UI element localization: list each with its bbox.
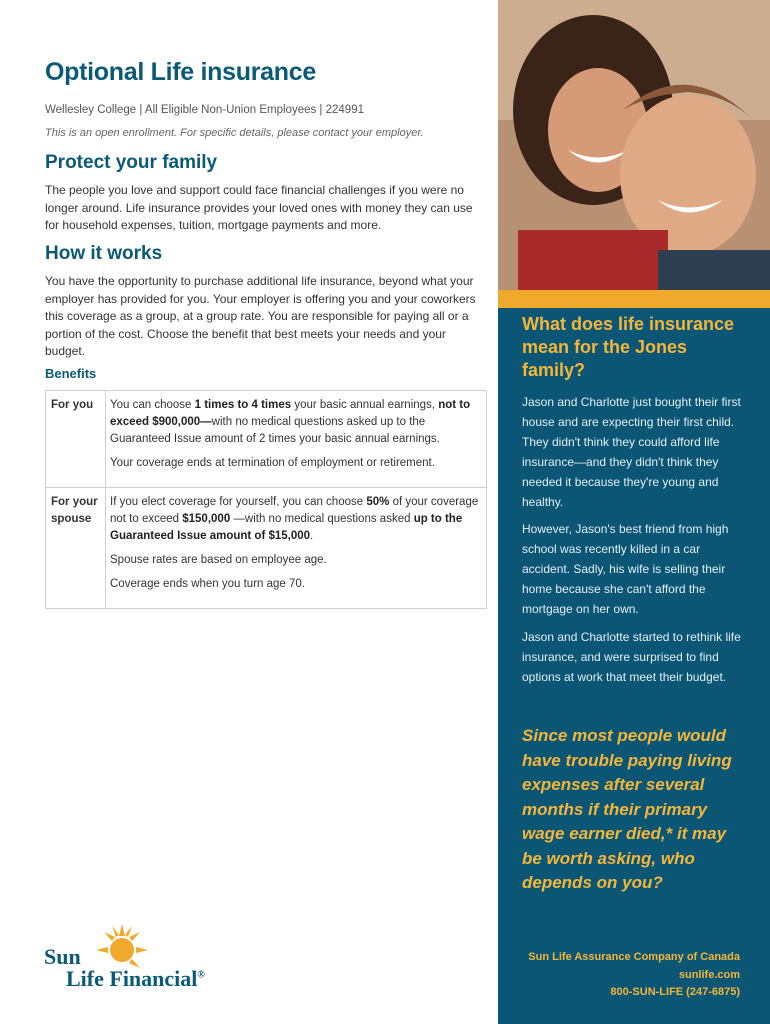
page-title: Optional Life insurance bbox=[45, 58, 316, 86]
benefit-details-spouse bbox=[106, 488, 486, 608]
website-link[interactable]: sunlife.com bbox=[678, 969, 740, 981]
benefit-spouse-rates: Spouse rates are based on employee age. bbox=[110, 554, 327, 566]
sidebar-heading: What does life insurance mean for the Jones family? bbox=[522, 314, 735, 380]
phone-number: 800-SUN-LIFE (247-6875) bbox=[610, 986, 740, 998]
benefit-spouse-coverage: If you elect coverage for yourself, you can choose 50% of your coverage not to exceed $150,000 —with no medical questions asked up to the Guaranteed Issue amount of $15,000. bbox=[110, 496, 479, 542]
photo-illustration bbox=[498, 0, 770, 290]
sidebar-paragraph-1: Jason and Charlotte just bought their first house and are expecting their first child. They didn't think they could afford life insurance—and they didn't think they needed it because they're young and healthy. bbox=[522, 395, 741, 509]
benefit-you-termination: Your coverage ends at termination of employment or retirement. bbox=[110, 457, 435, 469]
how-heading: How it works bbox=[45, 243, 163, 264]
benefit-label-spouse: For your spouse bbox=[46, 488, 106, 608]
benefits-heading: Benefits bbox=[45, 366, 97, 381]
pull-quote: Since most people would have trouble paying living expenses after several months if their primary wage earner died,* it may be worth asking, who depends on you? bbox=[522, 726, 732, 892]
sidebar-paragraph-3: Jason and Charlotte started to rethink life insurance, and were surprised to find options at work that meet their budget. bbox=[522, 630, 741, 684]
sun-life-logo bbox=[44, 918, 234, 998]
benefit-row-you bbox=[46, 391, 486, 488]
how-text: You have the opportunity to purchase additional life insurance, beyond what your employer has provided for you. Your employer is offering you and your coworkers this coverage as a group, at a group rate. You are responsible for paying all or a portion of the cost. Choose the benefit that best meets your needs and your budget. bbox=[45, 274, 476, 358]
accent-bar bbox=[498, 290, 770, 308]
protect-heading: Protect your family bbox=[45, 152, 218, 173]
couple-photo bbox=[498, 0, 770, 290]
logo-line-2: Life Financial® bbox=[66, 966, 205, 991]
company-name: Sun Life Assurance Company of Canada bbox=[528, 951, 740, 963]
sidebar-paragraph-2: However, Jason's best friend from high school was recently killed in a car accident. Sadly, his wife is selling their home because she can't afford the mortgage on her own. bbox=[522, 522, 729, 616]
benefits-table bbox=[45, 390, 487, 609]
benefit-you-coverage: You can choose 1 times to 4 times your basic annual earnings, not to exceed $900,000—with no medical questions asked up to the Guaranteed Issue amount of 2 times your basic annual earnings. bbox=[110, 399, 471, 445]
benefit-details-you bbox=[106, 391, 486, 487]
benefit-row-spouse bbox=[46, 488, 486, 608]
protect-text: The people you love and support could face financial challenges if you were no longer around. Life insurance provides your loved ones with money they can use for household expenses, tuition, mortgage payments and more. bbox=[45, 183, 473, 232]
benefit-label-you: For you bbox=[46, 391, 106, 487]
benefit-spouse-end: Coverage ends when you turn age 70. bbox=[110, 578, 305, 590]
employer-info: Wellesley College | All Eligible Non-Union Employees | 224991 bbox=[45, 104, 364, 116]
logo-line-1: Sun bbox=[44, 944, 81, 969]
sidebar bbox=[498, 0, 770, 1024]
enrollment-note: This is an open enrollment. For specific details, please contact your employer. bbox=[45, 127, 424, 139]
